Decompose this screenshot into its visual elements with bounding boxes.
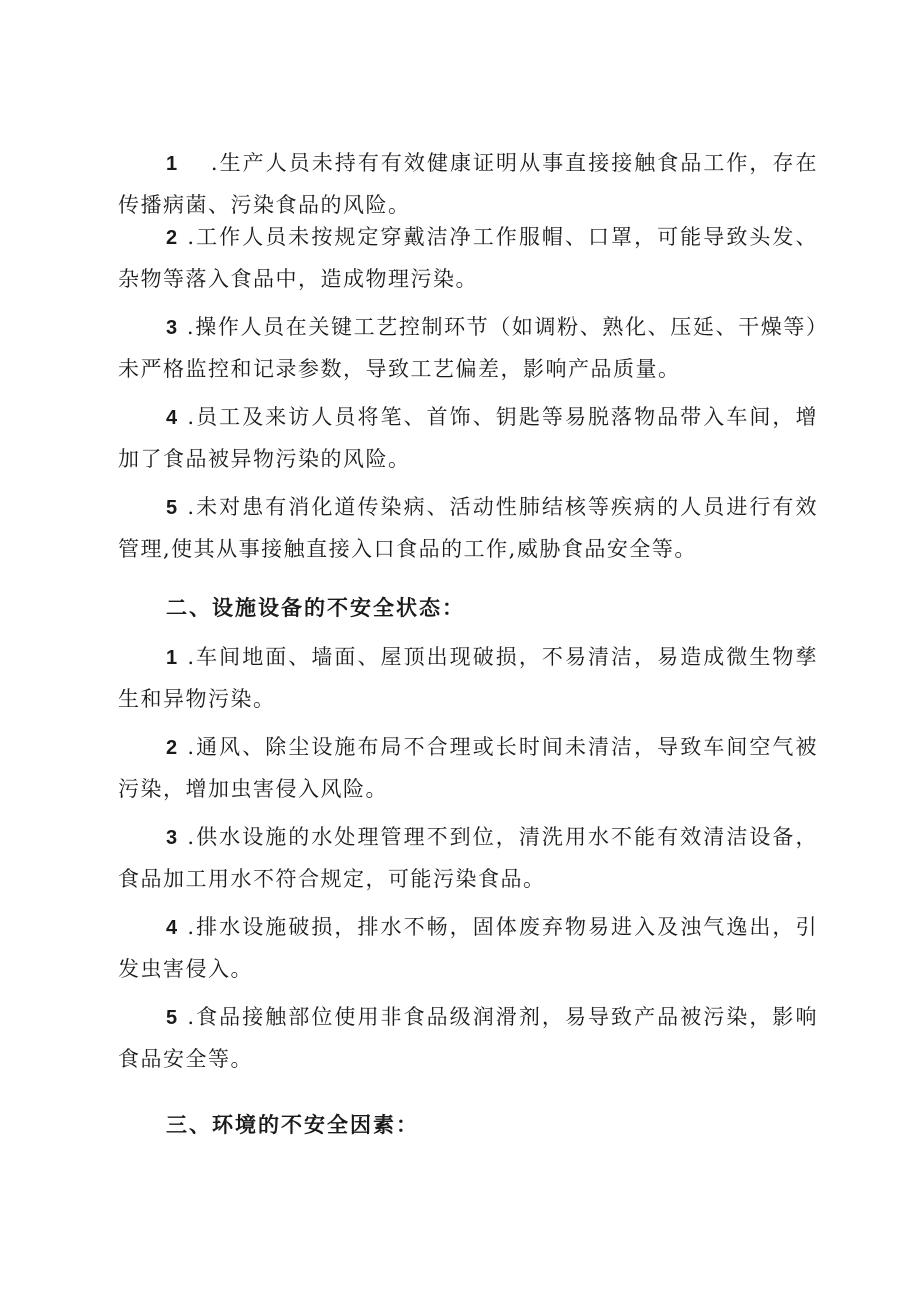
item-number: 3	[166, 827, 179, 849]
section2-heading: 二、设施设备的不安全状态：	[166, 596, 465, 620]
s2-item-2	[118, 727, 818, 810]
item-text: 车间地面、墙面、屋顶出现破损，不易清洁，易造成微生物孳生和异物污染。	[118, 645, 818, 711]
item-text: 操作人员在关键工艺控制环节（如调粉、熟化、压延、干燥等）未严格监控和记录参数，导致工艺偏差，影响产品质量。	[118, 315, 819, 381]
s2-item-4	[118, 907, 818, 990]
s1-item-2	[118, 217, 818, 300]
item-separator: .	[178, 151, 220, 175]
item-separator: .	[178, 825, 196, 849]
item-text: 员工及来访人员将笔、首饰、钥匙等易脱落物品带入车间，增加了食品被异物污染的风险。	[118, 405, 818, 471]
item-number: 5	[166, 497, 179, 519]
item-separator: .	[178, 315, 196, 339]
item-number: 4	[166, 407, 179, 429]
s2-item-3	[118, 817, 818, 900]
s1-item-4	[118, 397, 818, 480]
item-number: 3	[166, 317, 179, 339]
s2-item-5	[118, 997, 818, 1080]
item-separator: .	[178, 495, 196, 519]
item-text: 工作人员未按规定穿戴洁净工作服帽、口罩，可能导致头发、杂物等落入食品中，造成物理污染。	[118, 225, 818, 291]
item-text: 生产人员未持有有效健康证明从事直接接触食品工作，存在传播病菌、污染食品的风险。	[118, 151, 819, 217]
s2-item-1	[118, 637, 818, 720]
section3-heading: 三、环境的不安全因素：	[166, 1113, 419, 1137]
s1-item-5	[118, 487, 818, 570]
item-text: 供水设施的水处理管理不到位，清洗用水不能有效清洁设备，食品加工用水不符合规定，可能污染食品。	[118, 825, 818, 891]
item-separator: .	[178, 915, 196, 939]
item-separator: .	[178, 225, 196, 249]
item-number: 2	[166, 737, 179, 759]
item-separator: .	[178, 1005, 196, 1029]
item-separator: .	[178, 645, 196, 669]
item-number: 4	[166, 917, 179, 939]
item-text: 食品接触部位使用非食品级润滑剂，易导致产品被污染，影响食品安全等。	[118, 1005, 818, 1071]
item-text: 排水设施破损，排水不畅，固体废弃物易进入及浊气逸出，引发虫害侵入。	[118, 915, 818, 981]
item-number: 1	[166, 647, 179, 669]
s1-item-3	[118, 307, 818, 390]
item-number: 2	[166, 227, 179, 249]
item-text: 通风、除尘设施布局不合理或长时间未清洁，导致车间空气被污染，增加虫害侵入风险。	[118, 735, 818, 801]
item-number: 1	[166, 153, 179, 175]
item-text: 未对患有消化道传染病、活动性肺结核等疾病的人员进行有效管理,使其从事接触直接入口食品的工作,威胁食品安全等。	[118, 495, 818, 561]
item-separator: .	[178, 405, 196, 429]
item-number: 5	[166, 1007, 179, 1029]
item-separator: .	[178, 735, 196, 759]
s1-item-1	[118, 143, 818, 226]
